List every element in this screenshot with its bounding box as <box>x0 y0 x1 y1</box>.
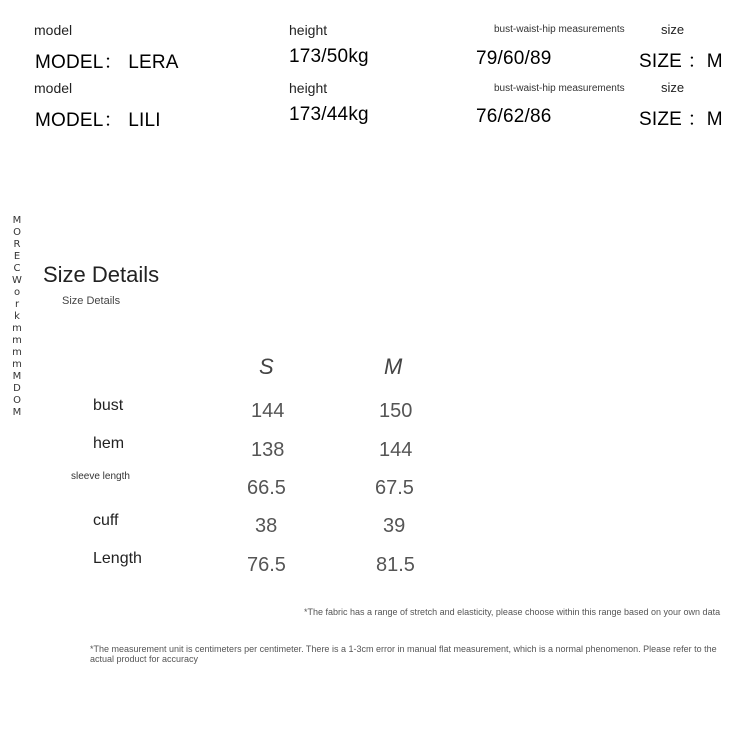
model-measurements: 79/60/89 <box>476 48 552 69</box>
header-s: S <box>259 354 274 379</box>
model-label: model <box>34 22 73 38</box>
model-name: MODEL： LILI <box>35 110 161 131</box>
side-letter: O <box>13 227 21 238</box>
side-letter: D <box>13 383 21 394</box>
side-letter: m <box>12 323 22 334</box>
value-s: 38 <box>255 515 278 537</box>
side-letter: o <box>13 287 21 298</box>
height-label: height <box>289 22 328 38</box>
side-letter: M <box>12 371 22 382</box>
size-label: size <box>661 80 685 95</box>
value-s: 144 <box>251 400 285 422</box>
model-name: MODEL： LERA <box>35 52 179 73</box>
row-label: hem <box>93 435 125 452</box>
measurement-note: *The measurement unit is centimeters per centimeter. There is a 1-3cm error in manual flat measurement, which is a normal phenomenon. Please refer to the actual product for accuracy <box>90 644 717 664</box>
model-label: model <box>34 80 73 96</box>
side-letter: r <box>14 299 20 310</box>
measurements-label: bust-waist-hip measurements <box>494 83 625 94</box>
row-label: sleeve length <box>71 471 130 482</box>
value-m: 81.5 <box>376 554 415 576</box>
side-letter: m <box>12 335 22 346</box>
stretch-note: *The fabric has a range of stretch and elasticity, please choose within this range based on your own data <box>304 607 721 617</box>
side-letter: E <box>13 251 21 262</box>
side-letter: k <box>14 311 20 322</box>
side-letter: M <box>12 407 22 418</box>
model-height: 173/50kg <box>289 46 369 67</box>
side-letter: O <box>13 395 21 406</box>
side-letter: m <box>12 347 22 358</box>
row-label: cuff <box>93 512 119 529</box>
measurements-label: bust-waist-hip measurements <box>494 24 625 35</box>
value-m: 150 <box>379 400 413 422</box>
side-letter: W <box>12 275 22 286</box>
row-label: Length <box>93 550 142 567</box>
model-height: 173/44kg <box>289 104 369 125</box>
value-s: 76.5 <box>247 554 286 576</box>
size-details-title: Size Details <box>43 262 160 287</box>
size-label: size <box>661 22 685 37</box>
side-vertical-text <box>12 215 22 419</box>
model-measurements: 76/62/86 <box>476 106 552 127</box>
model-size: SIZE ：M <box>639 51 723 72</box>
value-s: 66.5 <box>247 477 286 499</box>
side-letter: R <box>13 239 21 250</box>
value-m: 39 <box>383 515 406 537</box>
value-m: 67.5 <box>375 477 414 499</box>
header-m: M <box>384 354 403 379</box>
size-details-subtitle: Size Details <box>62 295 121 307</box>
side-letter: m <box>12 359 22 370</box>
value-m: 144 <box>379 439 413 461</box>
model-size: SIZE ：M <box>639 109 723 130</box>
value-s: 138 <box>251 439 285 461</box>
height-label: height <box>289 80 328 96</box>
side-letter: C <box>13 263 21 274</box>
side-letter: M <box>12 215 22 226</box>
row-label: bust <box>93 397 124 414</box>
